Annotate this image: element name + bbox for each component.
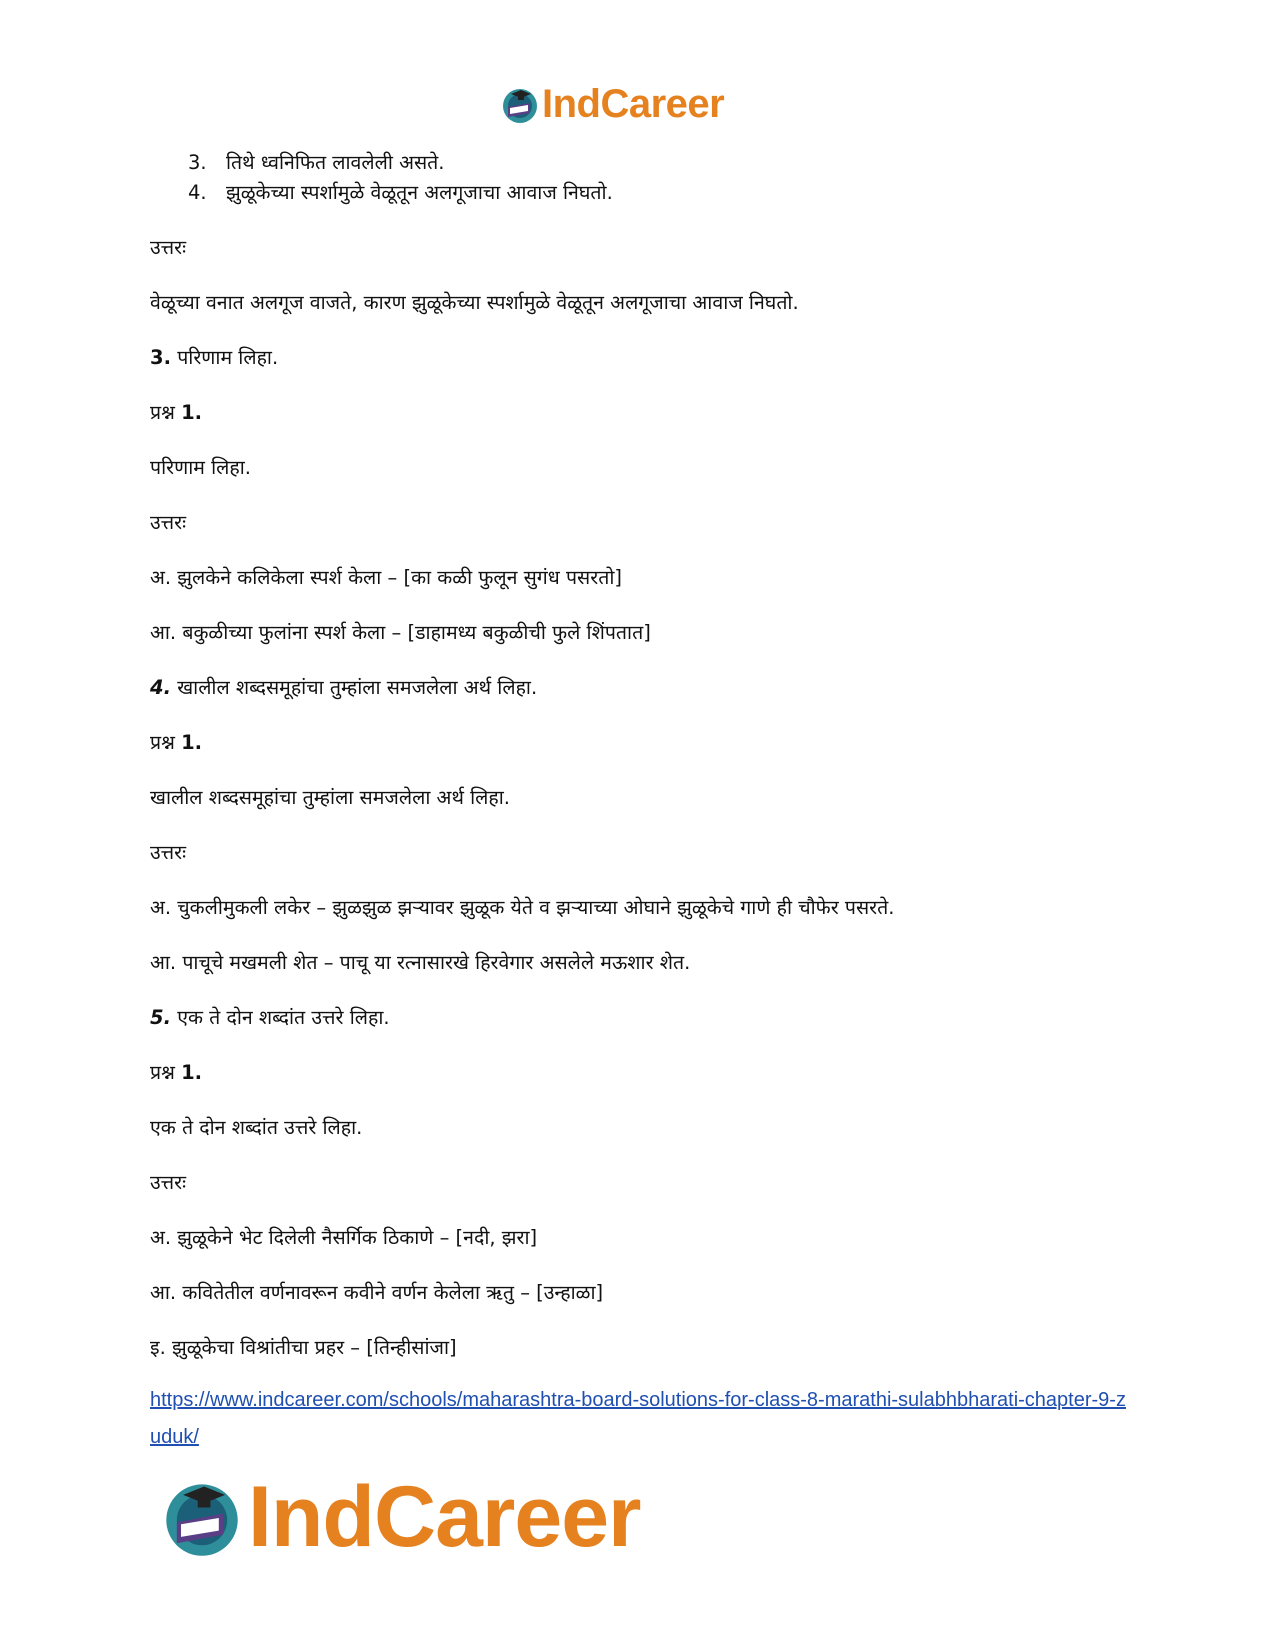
logo-top <box>500 82 724 127</box>
list-item: 3. तिथे ध्वनिफित लावलेली असते. <box>188 151 445 174</box>
answer-line: इ. झुळूकेचा विश्रांतीचा प्रहर – [तिन्हीसांजा] <box>150 1336 457 1359</box>
question-text: एक ते दोन शब्दांत उत्तरे लिहा. <box>150 1116 363 1139</box>
logo-text: IndCareer <box>542 82 725 126</box>
footer-link-wrap <box>150 1382 1130 1456</box>
section-heading: 4. खालील शब्दसमूहांचा तुम्हांला समजलेला अर्थ लिहा. <box>150 676 538 699</box>
answer-line: आ. पाचूचे मखमली शेत – पाचू या रत्नासारखे हिरवेगार असलेले मऊशार शेत. <box>150 951 691 974</box>
numbered-list <box>150 148 1130 208</box>
document-body <box>150 148 1130 1362</box>
answer-label: उत्तरः <box>150 511 187 534</box>
question-label: प्रश्न 1. <box>150 731 203 754</box>
list-item: 4. झुळूकेच्या स्पर्शामुळे वेळूतून अलगूजाचा आवाज निघतो. <box>188 181 613 204</box>
graduation-cap-globe-icon <box>160 1476 244 1560</box>
logo-bottom <box>160 1468 641 1567</box>
answer-line: अ. झुळूकेने भेट दिलेली नैसर्गिक ठिकाणे – [नदी, झरा] <box>150 1226 538 1249</box>
answer-line: अ. चुकलीमुकली लकेर – झुळझुळ झऱ्यावर झुळूक येते व झऱ्याच्या ओघाने झुळूकेचे गाणे ही चौफेर पसरते. <box>150 896 895 919</box>
answer-label: उत्तरः <box>150 841 187 864</box>
graduation-cap-globe-icon <box>500 85 540 125</box>
answer-label: उत्तरः <box>150 236 187 259</box>
answer-line: आ. बकुळीच्या फुलांना स्पर्श केला – [डाहामध्य बकुळीची फुले शिंपतात] <box>150 621 651 644</box>
question-label: प्रश्न 1. <box>150 401 203 424</box>
question-text: परिणाम लिहा. <box>150 456 251 479</box>
footer-link[interactable]: https://www.indcareer.com/schools/maharashtra-board-solutions-for-class-8-marathi-sulabhbharati-chapter-9-zuduk/ <box>150 1389 1126 1448</box>
section-heading: 3. परिणाम लिहा. <box>150 346 279 369</box>
question-text: खालील शब्दसमूहांचा तुम्हांला समजलेला अर्थ लिहा. <box>150 786 510 809</box>
section-heading: 5. एक ते दोन शब्दांत उत्तरे लिहा. <box>150 1006 390 1029</box>
question-label: प्रश्न 1. <box>150 1061 203 1084</box>
answer-line: अ. झुलकेने कलिकेला स्पर्श केला – [का कळी फुलून सुगंध पसरतो] <box>150 566 622 589</box>
answer-label: उत्तरः <box>150 1171 187 1194</box>
answer-text: वेळूच्या वनात अलगूज वाजते, कारण झुळूकेच्या स्पर्शामुळे वेळूतून अलगूजाचा आवाज निघतो. <box>150 291 799 314</box>
answer-line: आ. कवितेतील वर्णनावरून कवीने वर्णन केलेला ऋतु – [उन्हाळा] <box>150 1281 604 1304</box>
logo-text: IndCareer <box>248 1469 641 1565</box>
